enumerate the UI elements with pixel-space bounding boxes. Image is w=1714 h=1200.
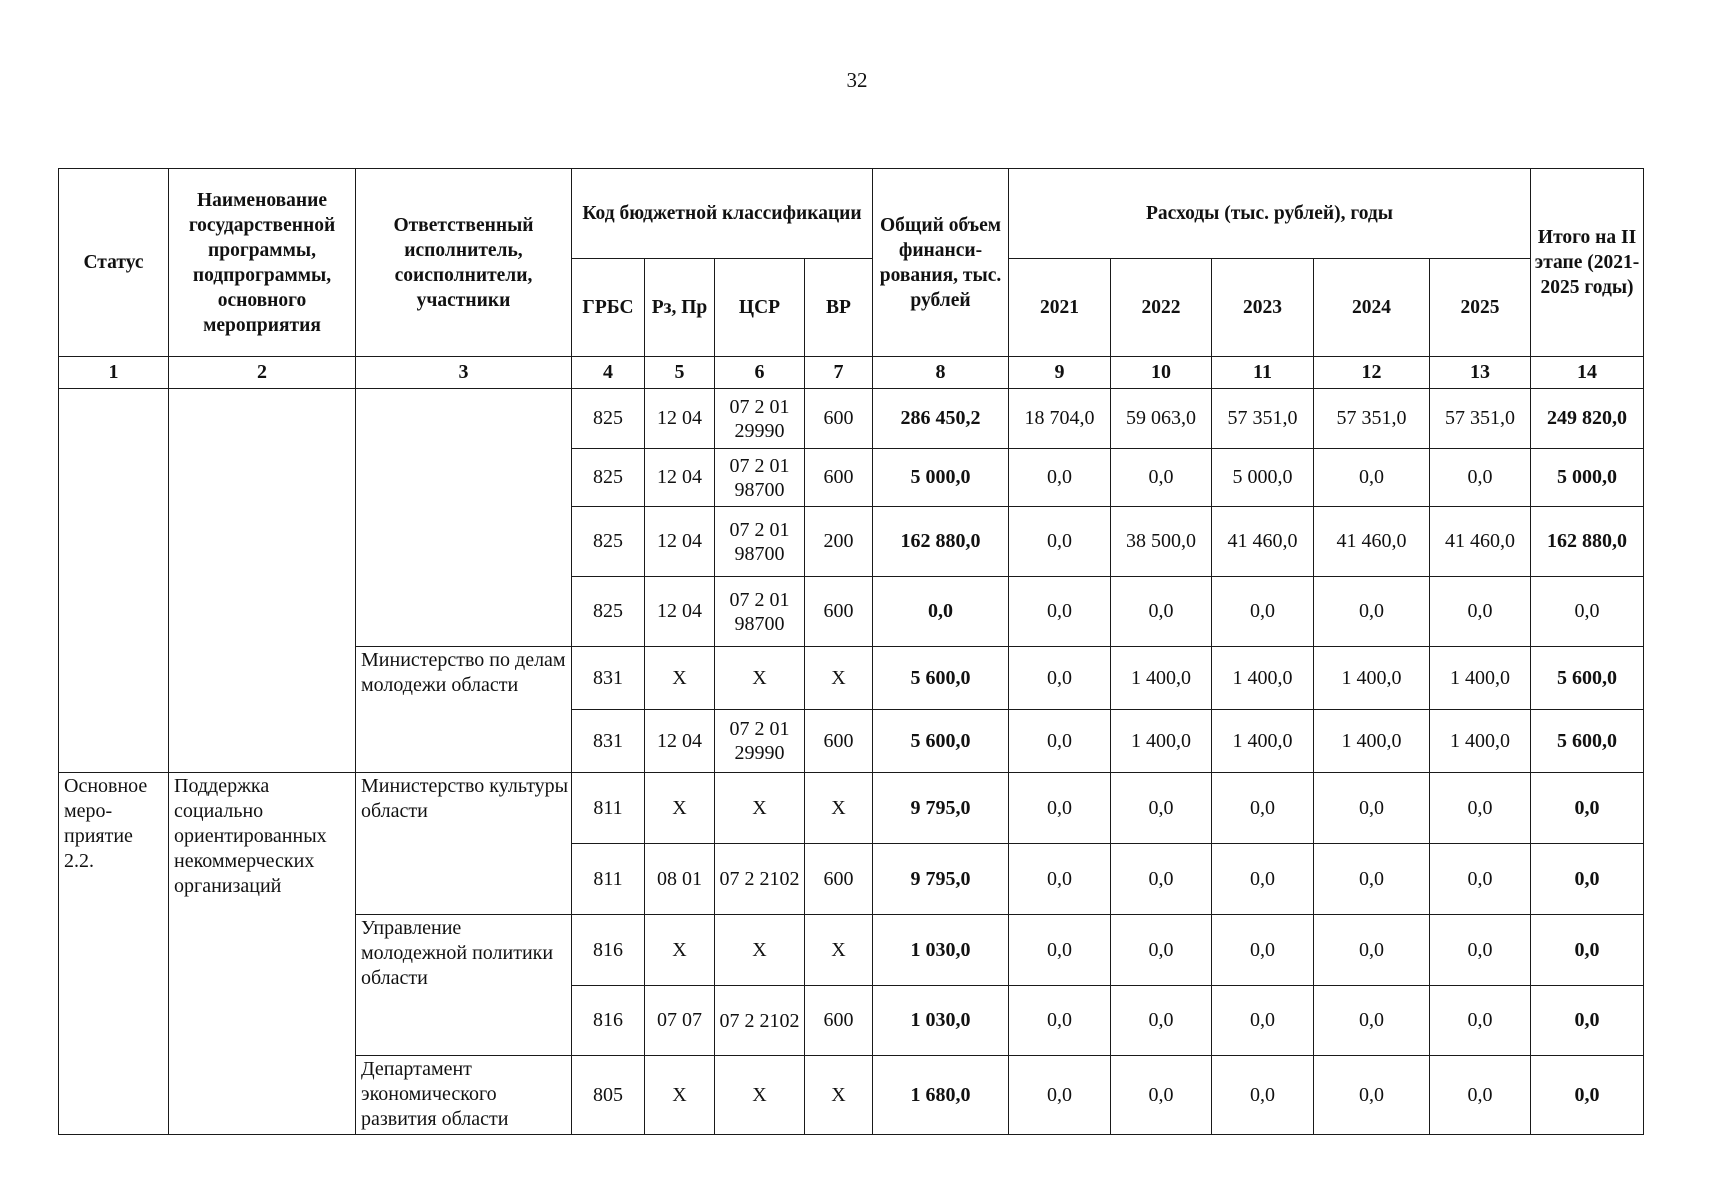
csr-cell: 07 2 01 98700 — [715, 577, 805, 647]
year-2024-cell: 0,0 — [1314, 915, 1430, 986]
year-2022-cell: 1 400,0 — [1111, 710, 1212, 773]
year-2023-cell: 41 460,0 — [1212, 507, 1314, 577]
year-2024-cell: 0,0 — [1314, 1056, 1430, 1135]
column-number: 11 — [1212, 357, 1314, 389]
total-cell: 1 680,0 — [873, 1056, 1009, 1135]
stage-total-cell: 0,0 — [1531, 915, 1644, 986]
year-2024-cell: 1 400,0 — [1314, 647, 1430, 710]
csr-cell: 07 2 2102 — [715, 986, 805, 1056]
vr-cell: 600 — [805, 577, 873, 647]
status-cell-empty — [59, 389, 169, 773]
total-cell: 162 880,0 — [873, 507, 1009, 577]
year-2021-cell: 0,0 — [1009, 986, 1111, 1056]
vr-cell: Х — [805, 647, 873, 710]
stage-total-cell: 162 880,0 — [1531, 507, 1644, 577]
status-main-activity: Основное меро-приятие 2.2. — [59, 773, 169, 1135]
year-2021-cell: 0,0 — [1009, 1056, 1111, 1135]
grbs-cell: 825 — [572, 507, 645, 577]
stage-total-cell: 5 000,0 — [1531, 449, 1644, 507]
responsible-youth-ministry: Министерство по делам молодежи области — [356, 647, 572, 773]
year-2021-cell: 0,0 — [1009, 773, 1111, 844]
column-number: 9 — [1009, 357, 1111, 389]
csr-cell: 07 2 01 98700 — [715, 449, 805, 507]
header-year-2023: 2023 — [1212, 259, 1314, 357]
vr-cell: Х — [805, 915, 873, 986]
year-2025-cell: 0,0 — [1430, 449, 1531, 507]
year-2025-cell: 1 400,0 — [1430, 710, 1531, 773]
year-2024-cell: 1 400,0 — [1314, 710, 1430, 773]
rzpr-cell: Х — [645, 773, 715, 844]
vr-cell: 600 — [805, 449, 873, 507]
year-2024-cell: 0,0 — [1314, 577, 1430, 647]
responsible-youth-policy: Управление молодежной политики области — [356, 915, 572, 1056]
name-cell-empty — [169, 389, 356, 773]
rzpr-cell: 12 04 — [645, 710, 715, 773]
year-2025-cell: 0,0 — [1430, 773, 1531, 844]
year-2023-cell: 0,0 — [1212, 1056, 1314, 1135]
table-row — [59, 389, 1644, 449]
budget-table — [58, 168, 1644, 1135]
year-2021-cell: 0,0 — [1009, 647, 1111, 710]
total-cell: 5 600,0 — [873, 647, 1009, 710]
grbs-cell: 816 — [572, 986, 645, 1056]
year-2022-cell: 0,0 — [1111, 844, 1212, 915]
year-2022-cell: 38 500,0 — [1111, 507, 1212, 577]
year-2024-cell: 0,0 — [1314, 449, 1430, 507]
table-row — [59, 773, 1644, 844]
year-2023-cell: 1 400,0 — [1212, 647, 1314, 710]
activity-name: Поддержка социально ориентированных некоммерческих организаций — [169, 773, 356, 1135]
column-number: 10 — [1111, 357, 1212, 389]
year-2024-cell: 0,0 — [1314, 986, 1430, 1056]
year-2025-cell: 41 460,0 — [1430, 507, 1531, 577]
year-2023-cell: 0,0 — [1212, 773, 1314, 844]
total-cell: 9 795,0 — [873, 773, 1009, 844]
header-csr: ЦСР — [715, 259, 805, 357]
column-number: 5 — [645, 357, 715, 389]
vr-cell: 600 — [805, 389, 873, 449]
year-2024-cell: 41 460,0 — [1314, 507, 1430, 577]
rzpr-cell: Х — [645, 915, 715, 986]
year-2022-cell: 59 063,0 — [1111, 389, 1212, 449]
year-2021-cell: 0,0 — [1009, 449, 1111, 507]
rzpr-cell: 07 07 — [645, 986, 715, 1056]
vr-cell: 600 — [805, 986, 873, 1056]
stage-total-cell: 0,0 — [1531, 577, 1644, 647]
grbs-cell: 831 — [572, 647, 645, 710]
total-cell: 5 600,0 — [873, 710, 1009, 773]
header-year-2025: 2025 — [1430, 259, 1531, 357]
year-2023-cell: 0,0 — [1212, 844, 1314, 915]
stage-total-cell: 5 600,0 — [1531, 647, 1644, 710]
column-number-row — [59, 357, 1644, 389]
year-2021-cell: 0,0 — [1009, 915, 1111, 986]
grbs-cell: 825 — [572, 389, 645, 449]
header-row — [59, 169, 1644, 259]
grbs-cell: 825 — [572, 449, 645, 507]
header-status: Статус — [59, 169, 169, 357]
total-cell: 286 450,2 — [873, 389, 1009, 449]
rzpr-cell: 12 04 — [645, 577, 715, 647]
column-number: 1 — [59, 357, 169, 389]
column-number: 6 — [715, 357, 805, 389]
year-2025-cell: 57 351,0 — [1430, 389, 1531, 449]
responsible-culture-ministry: Министерство культуры области — [356, 773, 572, 915]
year-2024-cell: 57 351,0 — [1314, 389, 1430, 449]
year-2025-cell: 0,0 — [1430, 986, 1531, 1056]
year-2021-cell: 0,0 — [1009, 844, 1111, 915]
year-2023-cell: 0,0 — [1212, 577, 1314, 647]
grbs-cell: 811 — [572, 844, 645, 915]
year-2021-cell: 18 704,0 — [1009, 389, 1111, 449]
stage-total-cell: 0,0 — [1531, 773, 1644, 844]
year-2022-cell: 0,0 — [1111, 773, 1212, 844]
column-number: 3 — [356, 357, 572, 389]
year-2023-cell: 1 400,0 — [1212, 710, 1314, 773]
rzpr-cell: 12 04 — [645, 449, 715, 507]
header-vr: ВР — [805, 259, 873, 357]
csr-cell: Х — [715, 1056, 805, 1135]
total-cell: 1 030,0 — [873, 986, 1009, 1056]
page-number: 32 — [846, 68, 868, 92]
grbs-cell: 805 — [572, 1056, 645, 1135]
grbs-cell: 816 — [572, 915, 645, 986]
vr-cell: Х — [805, 773, 873, 844]
header-expenses: Расходы (тыс. рублей), годы — [1009, 169, 1531, 259]
column-number: 4 — [572, 357, 645, 389]
header-year-2024: 2024 — [1314, 259, 1430, 357]
stage-total-cell: 249 820,0 — [1531, 389, 1644, 449]
grbs-cell: 825 — [572, 577, 645, 647]
header-total-volume: Общий объем финанси-рования, тыс. рублей — [873, 169, 1009, 357]
stage-total-cell: 0,0 — [1531, 844, 1644, 915]
responsible-cell-empty — [356, 389, 572, 647]
rzpr-cell: 12 04 — [645, 507, 715, 577]
vr-cell: Х — [805, 1056, 873, 1135]
header-year-2022: 2022 — [1111, 259, 1212, 357]
column-number: 7 — [805, 357, 873, 389]
column-number: 14 — [1531, 357, 1644, 389]
rzpr-cell: Х — [645, 1056, 715, 1135]
vr-cell: 600 — [805, 710, 873, 773]
year-2021-cell: 0,0 — [1009, 710, 1111, 773]
column-number: 2 — [169, 357, 356, 389]
year-2022-cell: 0,0 — [1111, 915, 1212, 986]
grbs-cell: 831 — [572, 710, 645, 773]
year-2023-cell: 5 000,0 — [1212, 449, 1314, 507]
csr-cell: 07 2 01 29990 — [715, 389, 805, 449]
year-2025-cell: 0,0 — [1430, 915, 1531, 986]
year-2025-cell: 1 400,0 — [1430, 647, 1531, 710]
column-number: 12 — [1314, 357, 1430, 389]
header-total-stage: Итого на II этапе (2021-2025 годы) — [1531, 169, 1644, 357]
vr-cell: 200 — [805, 507, 873, 577]
year-2023-cell: 0,0 — [1212, 986, 1314, 1056]
stage-total-cell: 0,0 — [1531, 986, 1644, 1056]
year-2022-cell: 0,0 — [1111, 577, 1212, 647]
csr-cell: 07 2 2102 — [715, 844, 805, 915]
year-2025-cell: 0,0 — [1430, 844, 1531, 915]
header-year-2021: 2021 — [1009, 259, 1111, 357]
year-2022-cell: 0,0 — [1111, 1056, 1212, 1135]
year-2024-cell: 0,0 — [1314, 773, 1430, 844]
total-cell: 5 000,0 — [873, 449, 1009, 507]
header-budget-code: Код бюджетной классификации — [572, 169, 873, 259]
rzpr-cell: 12 04 — [645, 389, 715, 449]
stage-total-cell: 5 600,0 — [1531, 710, 1644, 773]
csr-cell: 07 2 01 29990 — [715, 710, 805, 773]
year-2022-cell: 0,0 — [1111, 449, 1212, 507]
vr-cell: 600 — [805, 844, 873, 915]
year-2022-cell: 1 400,0 — [1111, 647, 1212, 710]
csr-cell: 07 2 01 98700 — [715, 507, 805, 577]
year-2021-cell: 0,0 — [1009, 507, 1111, 577]
csr-cell: Х — [715, 647, 805, 710]
column-number: 8 — [873, 357, 1009, 389]
responsible-economic-dept: Департамент экономического развития области — [356, 1056, 572, 1135]
csr-cell: Х — [715, 773, 805, 844]
year-2023-cell: 0,0 — [1212, 915, 1314, 986]
total-cell: 1 030,0 — [873, 915, 1009, 986]
column-number: 13 — [1430, 357, 1531, 389]
year-2025-cell: 0,0 — [1430, 1056, 1531, 1135]
year-2025-cell: 0,0 — [1430, 577, 1531, 647]
total-cell: 0,0 — [873, 577, 1009, 647]
year-2024-cell: 0,0 — [1314, 844, 1430, 915]
header-grbs: ГРБС — [572, 259, 645, 357]
year-2022-cell: 0,0 — [1111, 986, 1212, 1056]
header-name: Наименование государственной программы, подпрограммы, основного мероприятия — [169, 169, 356, 357]
header-rz-pr: Рз, Пр — [645, 259, 715, 357]
rzpr-cell: 08 01 — [645, 844, 715, 915]
csr-cell: Х — [715, 915, 805, 986]
total-cell: 9 795,0 — [873, 844, 1009, 915]
year-2023-cell: 57 351,0 — [1212, 389, 1314, 449]
rzpr-cell: Х — [645, 647, 715, 710]
year-2021-cell: 0,0 — [1009, 577, 1111, 647]
header-responsible: Ответственный исполнитель, соисполнители, участники — [356, 169, 572, 357]
grbs-cell: 811 — [572, 773, 645, 844]
stage-total-cell: 0,0 — [1531, 1056, 1644, 1135]
